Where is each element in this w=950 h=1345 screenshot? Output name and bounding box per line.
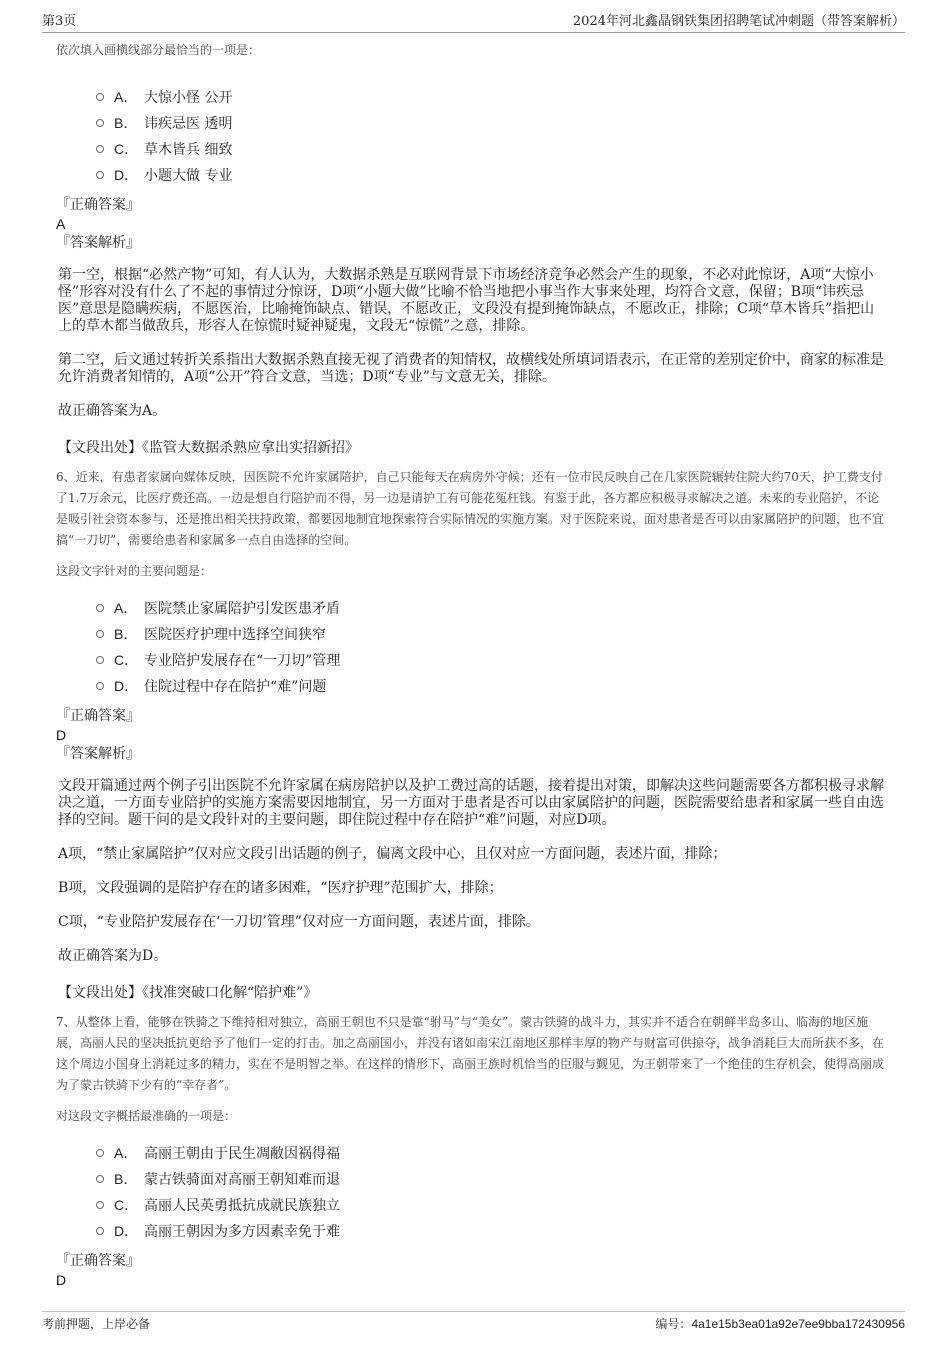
radio-icon[interactable] [96, 1149, 104, 1157]
page-header [42, 10, 905, 33]
q5-answer-label: 『正确答案』 [56, 197, 140, 213]
page-content [56, 41, 886, 1290]
q5-option-a[interactable]: A． 大惊小怪 公开 [96, 84, 886, 110]
q5-source: 【文段出处】《监管大数据杀熟应拿出实招新招》 [58, 440, 359, 456]
q6-answer-label: 『正确答案』 [56, 708, 140, 724]
q7-option-b[interactable]: B． 蒙古铁骑面对高丽王朝知难而退 [96, 1166, 886, 1192]
q6-option-a[interactable]: A． 医院禁止家属陪护引发医患矛盾 [96, 595, 886, 621]
q6-analysis-para-1: 文段开篇通过两个例子引出医院不允许家属在病房陪护以及护工费过高的话题，接着提出对策，即解决这些问题需要各方都积极寻求解决之道，一方面专业陪护的实施方案需要因地制宜，另一方面对于患者是否可以由家属陪护的问题，医院需要给患者和家属一些自由选择的空间。题干问的是文段针对的主要问题，即住院过程中存在陪护“难”问题，对应D项。 [58, 778, 884, 828]
q6-stem: 6、近来，有患者家属向媒体反映，因医院不允许家属陪护，自己只能每天在病房外守候；还有一位市民反映自己在几家医院辗转住院大约70天，护工费支付了1.7万余元，比医疗费还高。一边是想自行陪护而不得，另一边是请护工有可能花冤枉钱。有鉴于此，各方都应积极寻求解决之道。未来的专业陪护，不论是吸引社会资本参与，还是推出相关扶持政策，都要因地制宜地探索符合实际情况的实施方案。对于医院来说，面对患者是否可以由家属陪护的问题，也不宜搞“一刀切”，需要给患者和家属多一点自由选择的空间。 [56, 470, 885, 547]
q6-analysis-label: 『答案解析』 [56, 746, 140, 762]
q6-options [56, 595, 886, 699]
q6-analysis-para-3: B项，文段强调的是陪护存在的诸多困难，“医疗护理”范围扩大，排除； [58, 880, 503, 896]
document-title: 2024年河北鑫晶钢铁集团招聘笔试冲刺题（带答案解析） [572, 14, 905, 29]
page-footer [42, 1311, 905, 1332]
q6-analysis-para-2: A项，“禁止家属陪护”仅对应文段引出话题的例子，偏离文段中心，且仅对应一方面问题，表述片面，排除； [58, 846, 727, 862]
q7-prompt: 对这段文字概括最准确的一项是： [56, 1109, 237, 1123]
radio-icon[interactable] [96, 145, 104, 153]
q5-analysis-para-2: 第二空，后文通过转折关系指出大数据杀熟直接无视了消费者的知情权，故横线处所填词语表示，在正常的差别定价中，商家的标准是允许消费者知情的，A项“公开”符合文意，当选；D项“专业”与文意无关，排除。 [58, 352, 884, 385]
q6-answer: D [56, 727, 67, 743]
q5-options [56, 84, 886, 188]
radio-icon[interactable] [96, 682, 104, 690]
q6-analysis-para-5: 故正确答案为D。 [58, 948, 168, 964]
document-code-value: 4a1e15b3ea01a92e7ee9bba172430956 [691, 1317, 905, 1331]
q7-stem: 7、从整体上看，能够在铁骑之下维持相对独立，高丽王朝也不只是靠“驸马”与“美女”。蒙古铁骑的战斗力，其实并不适合在朝鲜半岛多山、临海的地区施展，高丽人民的坚决抵抗更给予了他们一定的打击。加之高丽国小，并没有诸如南宋江南地区那样丰厚的物产与财富可供掠夺，战争消耗巨大而所获不多，在这个周边小国身上消耗过多的精力，实在不是明智之举。在这样的情形下，高丽王族时机恰当的臣服与觐见，为王朝带来了一个绝佳的生存机会，使得高丽成为了蒙古铁骑下少有的“幸存者”。 [56, 1015, 885, 1092]
q7-answer-label: 『正确答案』 [56, 1253, 140, 1269]
radio-icon[interactable] [96, 656, 104, 664]
document-code-label: 编号： [655, 1317, 692, 1331]
radio-icon[interactable] [96, 604, 104, 612]
q7-answer: D [56, 1272, 67, 1288]
radio-icon[interactable] [96, 630, 104, 638]
q7-options [56, 1140, 886, 1244]
q7-option-a[interactable]: A． 高丽王朝由于民生凋敝因祸得福 [96, 1140, 886, 1166]
q5-analysis-para-1: 第一空，根据“必然产物”可知，有人认为，大数据杀熟是互联网背景下市场经济竞争必然会产生的现象，不必对此惊讶，A项“大惊小怪”形容对没有什么了不起的事情过分惊讶，D项“小题大做”比喻不恰当地把小事当作大事来处理，均符合文意，保留；B项“讳疾忌医”意思是隐瞒疾病，不愿医治，比喻掩饰缺点、错误，不愿改正，文段没有提到掩饰缺点，不愿改正，排除；C项“草木皆兵”指把山上的草木都当做敌兵，形容人在惊慌时疑神疑鬼，文段无“惊慌”之意，排除。 [58, 267, 875, 334]
page-number: 第3页 [42, 14, 77, 29]
radio-icon[interactable] [96, 119, 104, 127]
q6-prompt: 这段文字针对的主要问题是： [56, 564, 213, 578]
radio-icon[interactable] [96, 1201, 104, 1209]
q7-option-d[interactable]: D． 高丽王朝因为多方因素幸免于难 [96, 1218, 886, 1244]
q5-option-b[interactable]: B． 讳疾忌医 透明 [96, 110, 886, 136]
footer-slogan: 考前押题，上岸必备 [42, 1317, 151, 1331]
q6-source: 【文段出处】《找准突破口化解“陪护难”》 [58, 985, 318, 1001]
q6-analysis-para-4: C项，“专业陪护发展存在‘一刀切’管理”仅对应一方面问题，表述片面，排除。 [58, 914, 540, 930]
radio-icon[interactable] [96, 1227, 104, 1235]
q6-option-b[interactable]: B． 医院医疗护理中选择空间狭窄 [96, 621, 886, 647]
document-code [655, 1315, 905, 1332]
q5-answer: A [56, 216, 66, 232]
q5-prompt: 依次填入画横线部分最恰当的一项是： [56, 43, 261, 57]
q5-analysis-label: 『答案解析』 [56, 235, 140, 251]
radio-icon[interactable] [96, 93, 104, 101]
radio-icon[interactable] [96, 1175, 104, 1183]
q5-option-c[interactable]: C． 草木皆兵 细致 [96, 136, 886, 162]
q6-option-d[interactable]: D． 住院过程中存在陪护“难”问题 [96, 673, 886, 699]
q7-option-c[interactable]: C． 高丽人民英勇抵抗成就民族独立 [96, 1192, 886, 1218]
q6-option-c[interactable]: C． 专业陪护发展存在“一刀切”管理 [96, 647, 886, 673]
radio-icon[interactable] [96, 171, 104, 179]
q5-option-d[interactable]: D． 小题大做 专业 [96, 162, 886, 188]
q5-analysis-para-3: 故正确答案为A。 [58, 403, 167, 419]
